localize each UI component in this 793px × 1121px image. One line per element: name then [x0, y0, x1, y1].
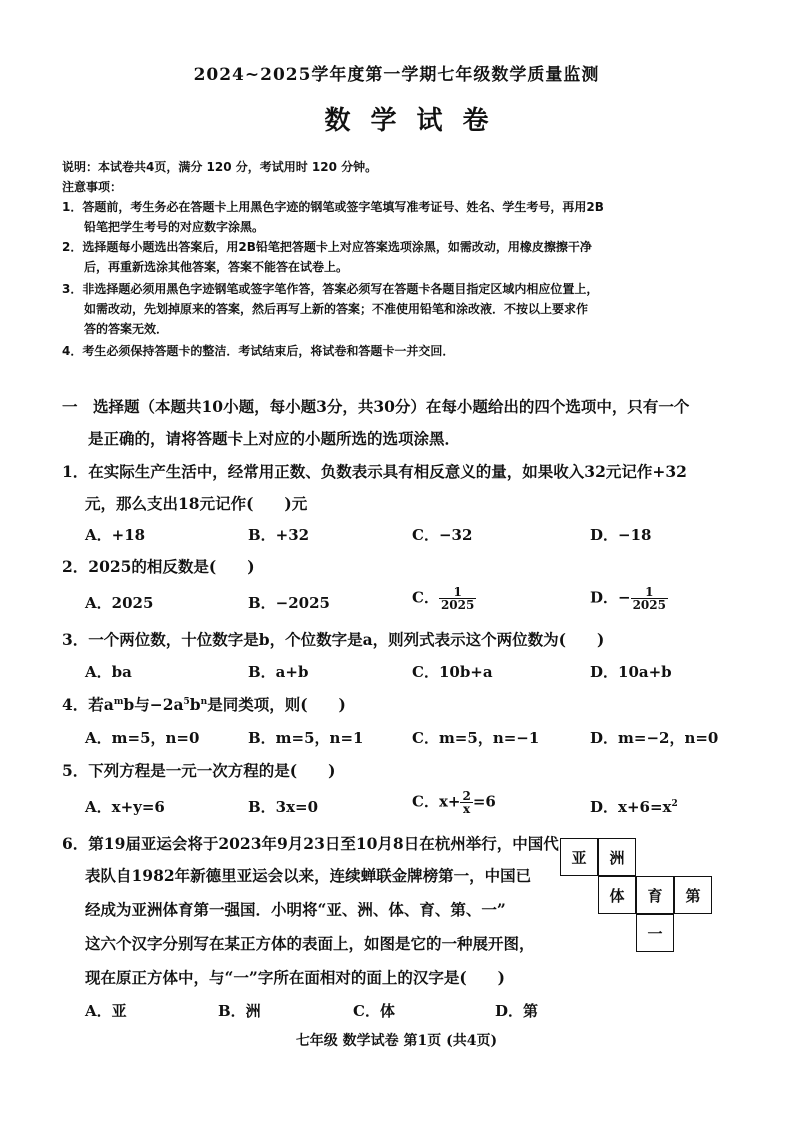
q4-sup-5: 5	[183, 696, 190, 707]
q5-option-c-fraction	[460, 790, 472, 815]
q5-option-c	[412, 790, 496, 815]
q6-stem-line-5: 现在原正方体中，与“一”字所在面相对的面上的汉字是( )	[85, 968, 506, 987]
q3-option-d: D．10a+b	[590, 663, 672, 681]
q2-option-c-numerator: 1	[439, 586, 476, 599]
q2-option-d-fraction	[631, 586, 668, 611]
section-1-line-2: 是正确的，请将答题卡上对应的小题所选的选项涂黑．	[88, 429, 461, 448]
exam-subtitle: 数学试卷	[324, 106, 509, 136]
q2-option-c-denominator: 2025	[440, 598, 475, 612]
net-face-zhou: 洲	[598, 838, 636, 876]
q2-option-d	[590, 586, 668, 611]
net-face-ya: 亚	[560, 838, 598, 876]
q2-option-c-fraction	[439, 586, 476, 611]
q6-option-d: D．第	[495, 1002, 539, 1020]
q3-option-c: C．10b+a	[412, 663, 493, 681]
q4-option-d: D．m=−2，n=0	[590, 729, 719, 747]
net-face-di: 第	[674, 876, 712, 914]
q2-option-d-numerator: 1	[631, 586, 668, 599]
net-face-yu: 育	[636, 876, 674, 914]
q4-stem-post: 是同类项，则( )	[207, 695, 346, 714]
note-1-line-2: 铅笔把学生考号的对应数字涂黑。	[84, 220, 265, 234]
intro-note: 说明：本试卷共4页，满分 120 分，考试用时 120 分钟。	[62, 160, 378, 174]
q4-option-c: C．m=5，n=−1	[412, 729, 540, 747]
q5-stem: 5．下列方程是一元一次方程的是( )	[62, 761, 336, 780]
note-3-line-2: 如需改动，先划掉原来的答案，然后再写上新的答案；不准使用铅笔和涂改液．不按以上要求作	[84, 302, 589, 316]
q4-sup-m: m	[113, 696, 124, 707]
q2-option-c-prefix: C．	[412, 588, 439, 607]
q5-option-c-numerator: 2	[462, 789, 471, 803]
q6-option-b: B．洲	[218, 1002, 261, 1020]
q3-option-a: A．ba	[85, 663, 132, 681]
q3-option-b: B．a+b	[248, 663, 309, 681]
note-4-line-1: 4．考生必须保持答题卡的整洁．考试结束后，将试卷和答题卡一并交回．	[62, 344, 455, 358]
q2-option-a: A．2025	[85, 594, 154, 612]
q5-option-c-suffix: =6	[472, 792, 496, 811]
q4-option-a: A．m=5，n=0	[85, 729, 200, 747]
note-2-line-2: 后，再重新选涂其他答案，答案不能答在试卷上。	[84, 260, 349, 274]
q2-option-d-prefix: D．−	[590, 588, 631, 607]
q6-option-a: A．亚	[85, 1002, 127, 1020]
q3-stem: 3．一个两位数，十位数字是b，个位数字是a，则列式表示这个两位数为( )	[62, 630, 605, 649]
notes-heading: 注意事项：	[62, 180, 123, 194]
q2-option-c	[412, 586, 476, 611]
q1-stem-line-2: 元，那么支出18元记作( )元	[85, 494, 308, 513]
q5-option-d	[590, 796, 678, 817]
q4-sup-n: n	[200, 696, 208, 707]
q5-option-c-prefix: C．x+	[412, 792, 461, 811]
q1-option-a: A．+18	[85, 526, 146, 544]
note-1-line-1: 1．答题前，考生务必在答题卡上用黑色字迹的钢笔或签字笔填写准考证号、姓名、学生考号，再用2B	[62, 200, 604, 214]
q4-stem-mid-2: b	[189, 695, 201, 714]
q6-stem-line-4: 这六个汉字分别写在某正方体的表面上，如图是它的一种展开图，	[85, 934, 535, 953]
section-1-line-1: 一 选择题（本题共10小题，每小题3分，共30分）在每小题给出的四个选项中，只有一个	[62, 397, 690, 416]
note-3-line-3: 答的答案无效．	[84, 322, 169, 336]
q6-stem-line-2: 表队自1982年新德里亚运会以来，连续蝉联金牌榜第一，中国已	[85, 866, 532, 885]
q2-option-b: B．−2025	[248, 594, 330, 612]
q5-option-d-prefix: D．x+6=x	[590, 798, 672, 816]
note-3-line-1: 3．非选择题必须用黑色字迹钢笔或签字笔作答，答案必须写在答题卡各题目指定区域内相应位置上，	[62, 282, 599, 296]
cube-net-diagram	[560, 838, 730, 958]
q5-option-c-denominator: x	[463, 802, 471, 816]
q1-stem-line-1: 1．在实际生产生活中，经常用正数、负数表示具有相反意义的量，如果收入32元记作+32	[62, 462, 687, 481]
q1-option-c: C．−32	[412, 526, 473, 544]
page-footer: 七年级 数学试卷 第1页 (共4页)	[295, 1033, 498, 1049]
q1-option-d: D．−18	[590, 526, 652, 544]
net-face-yi: 一	[636, 914, 674, 952]
q2-stem: 2．2025的相反数是( )	[62, 557, 255, 576]
exam-title: 2024~2025学年度第一学期七年级数学质量监测	[193, 65, 600, 85]
q1-option-b: B．+32	[248, 526, 310, 544]
note-2-line-1: 2．选择题每小题选出答案后，用2B铅笔把答题卡上对应答案选项涂黑，如需改动，用橡皮擦擦干净	[62, 240, 592, 254]
q2-option-d-denominator: 2025	[632, 598, 666, 612]
q6-stem-line-3: 经成为亚洲体育第一强国．小明将“亚、洲、体、育、第、一”	[85, 900, 506, 919]
q5-option-d-exponent: 2	[671, 799, 678, 809]
q4-stem-mid-1: b与−2a	[123, 695, 184, 714]
q5-option-a: A．x+y=6	[85, 798, 165, 816]
net-face-ti: 体	[598, 876, 636, 914]
q6-option-c: C．体	[353, 1002, 395, 1020]
q6-stem-line-1: 6．第19届亚运会将于2023年9月23日至10月8日在杭州举行，中国代	[62, 834, 559, 853]
q4-option-b: B．m=5，n=1	[248, 729, 364, 747]
q4-stem-pre: 4．若a	[62, 695, 114, 714]
q4-stem	[62, 693, 346, 715]
q5-option-b: B．3x=0	[248, 798, 319, 816]
